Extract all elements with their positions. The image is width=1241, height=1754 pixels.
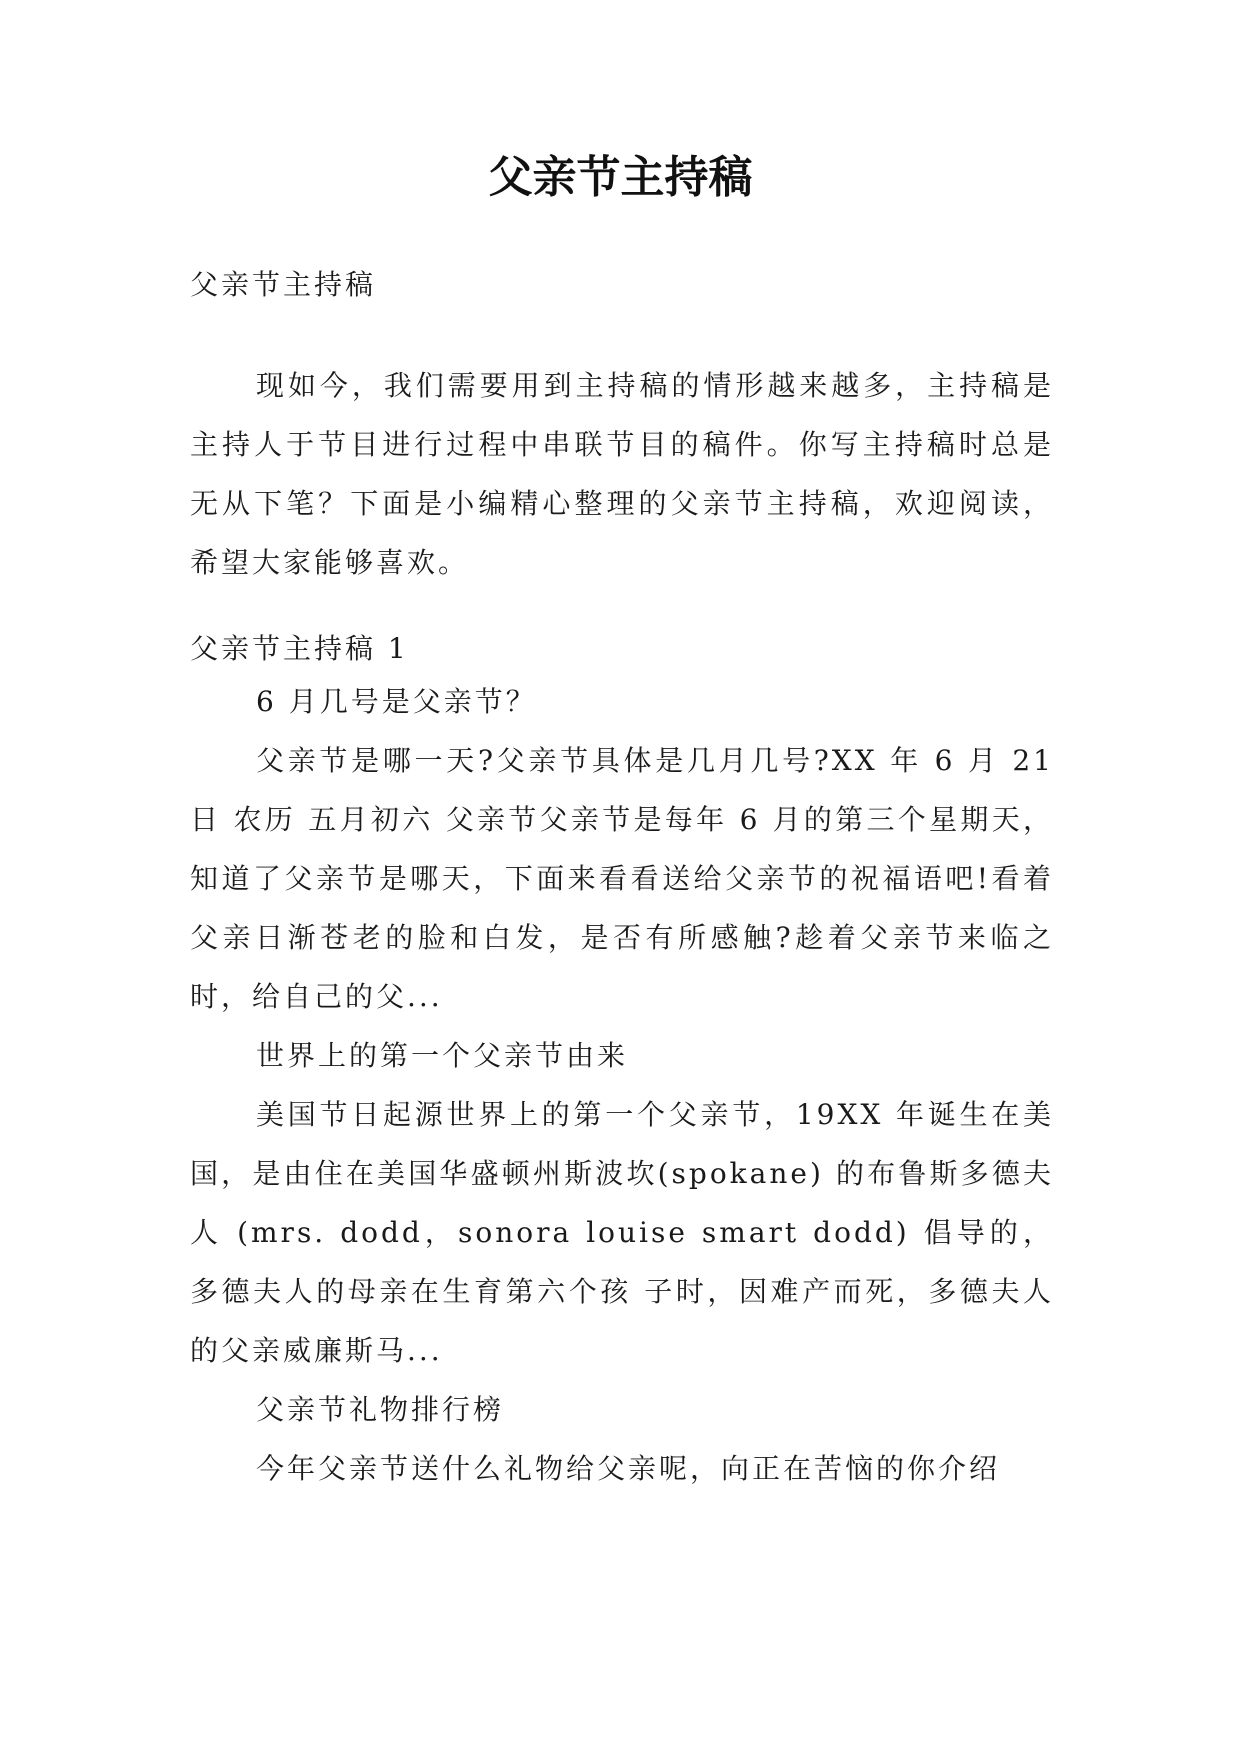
section-heading-1: 父亲节主持稿 1	[190, 632, 409, 665]
gift-ranking-heading: 父亲节礼物排行榜	[256, 1393, 505, 1426]
origin-paragraph: 美国节日起源世界上的第一个父亲节，19XX 年诞生在美国，是由住在美国华盛顿州斯波坎(spokane) 的布鲁斯多德夫人 (mrs. dodd，sonora louise smart dodd) 倡导的，多德夫人的母亲在生育第六个孩 子时，因难产而死，多德夫人的父亲威廉斯马...	[190, 1098, 1054, 1367]
fathers-day-date-paragraph: 父亲节是哪一天?父亲节具体是几月几号?XX 年 6 月 21 日 农历 五月初六 父亲节父亲节是每年 6 月的第三个星期天，知道了父亲节是哪天，下面来看看送给父亲节的祝福语吧!看着父亲日渐苍老的脸和白发，是否有所感触?趁着父亲节来临之时，给自己的父...	[190, 744, 1054, 1013]
gift-paragraph: 今年父亲节送什么礼物给父亲呢，向正在苦恼的你介绍	[256, 1452, 1001, 1485]
question-line: 6 月几号是父亲节？	[256, 685, 537, 718]
origin-heading: 世界上的第一个父亲节由来	[256, 1039, 629, 1072]
document-subtitle: 父亲节主持稿	[190, 268, 377, 301]
document-title: 父亲节主持稿	[488, 152, 753, 203]
intro-paragraph: 现如今，我们需要用到主持稿的情形越来越多，主持稿是主持人于节目进行过程中串联节目的稿件。你写主持稿时总是无从下笔？下面是小编精心整理的父亲节主持稿，欢迎阅读，希望大家能够喜欢。	[190, 369, 1054, 579]
section-1-body	[190, 672, 1054, 1498]
